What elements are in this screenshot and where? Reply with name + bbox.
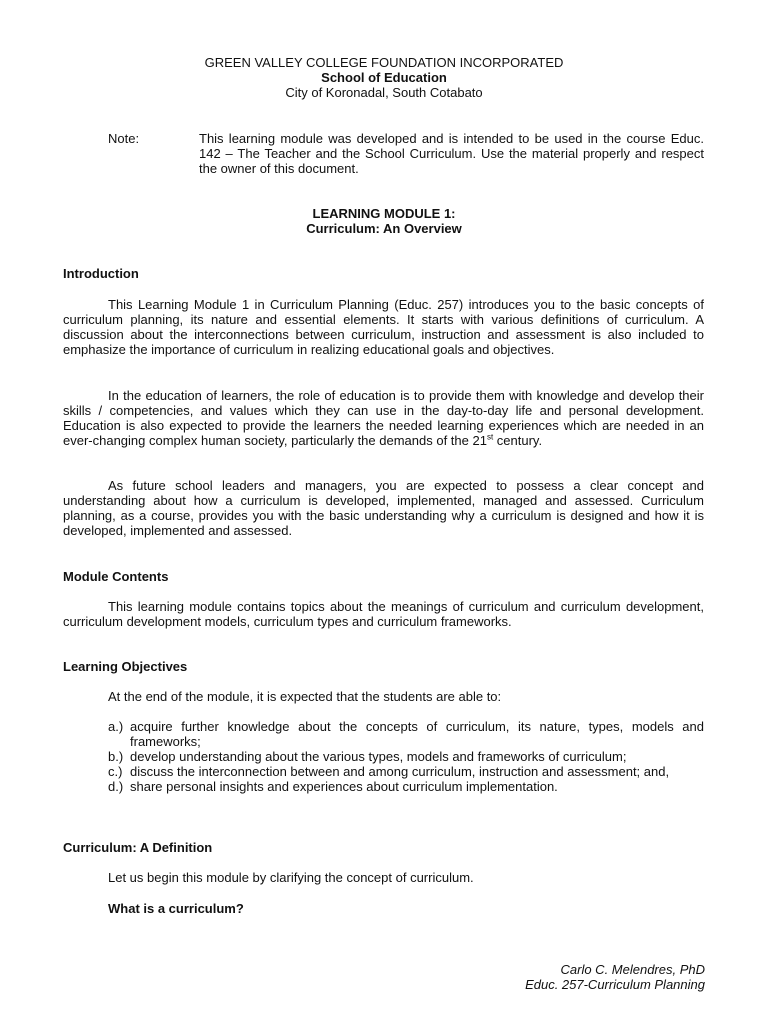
objectives-list [108,719,704,794]
objectives-intro: At the end of the module, it is expected that the students are able to: [108,689,502,704]
list-item-text: discuss the interconnection between and among curriculum, instruction and assessment; and, [130,764,670,779]
list-item [108,779,704,794]
note-text: This learning module was developed and is intended to be used in the course Educ. 142 – The Teacher and the School Curriculum. Use the material properly and respect the owner of this document. [199,131,704,176]
list-item-text: acquire further knowledge about the concepts of curriculum, its nature, types, models and frameworks; [130,719,704,749]
introduction-paragraph-2 [63,388,704,448]
introduction-heading: Introduction [63,266,139,281]
school-location: City of Koronadal, South Cotabato [285,85,483,100]
list-marker: b.) [108,749,124,764]
definition-paragraph: Let us begin this module by clarifying the concept of curriculum. [108,870,474,885]
introduction-paragraph-2-end: century. [493,433,543,448]
document-header [0,55,768,100]
module-contents-paragraph: This learning module contains topics about the meanings of curriculum and curriculum development, curriculum development models, curriculum types and curriculum frameworks. [63,599,704,629]
list-marker: d.) [108,779,124,794]
school-name: School of Education [321,70,447,85]
definition-question: What is a curriculum? [108,901,244,916]
list-item [108,719,704,749]
module-number: LEARNING MODULE 1: [312,206,456,221]
footer-author: Carlo C. Melendres, PhD [560,962,705,977]
introduction-paragraph-1: This Learning Module 1 in Curriculum Planning (Educ. 257) introduces you to the basic concepts of curriculum planning, its nature and essential elements. It starts with various definitions of curriculum. A discussion about the interconnections between curriculum, instruction and assessment is also included to emphasize the importance of curriculum in realizing educational goals and objectives. [63,297,704,357]
document-footer [525,962,705,992]
ordinal-suffix: st [486,432,494,442]
module-title-block [0,206,768,236]
introduction-paragraph-2-text: In the education of learners, the role of education is to provide them with knowledge and develop their skills / competencies, and values which they can use in the day-to-day life and personal development. Education is also expected to provide the learners the needed learning experiences which are needed in an ever-changing complex human society, particularly the demands of the 21 [63,388,704,448]
list-item [108,764,704,779]
module-title: Curriculum: An Overview [306,221,462,236]
introduction-paragraph-3: As future school leaders and managers, you are expected to possess a clear concept and understanding about how a curriculum is developed, implemented, managed and assessed. Curriculum planning, as a course, provides you with the basic understanding why a curriculum is designed and how it is developed, implemented and assessed. [63,478,704,538]
list-item [108,749,704,764]
note-label: Note: [108,131,140,146]
module-contents-heading: Module Contents [63,569,169,584]
definition-heading: Curriculum: A Definition [63,840,213,855]
list-marker: c.) [108,764,123,779]
list-item-text: share personal insights and experiences about curriculum implementation. [130,779,558,794]
learning-objectives-heading: Learning Objectives [63,659,188,674]
list-item-text: develop understanding about the various types, models and frameworks of curriculum; [130,749,627,764]
list-marker: a.) [108,719,124,734]
footer-course: Educ. 257-Curriculum Planning [525,977,705,992]
institution-name: GREEN VALLEY COLLEGE FOUNDATION INCORPORATED [204,55,564,70]
